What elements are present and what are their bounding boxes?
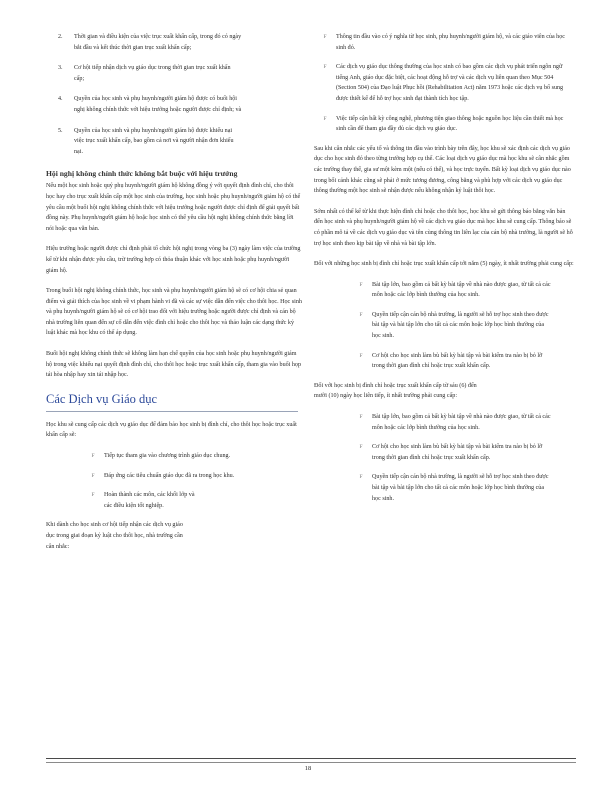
bullet-icon: F [323,34,327,40]
bullet-icon: F [359,281,363,288]
body-paragraph: Sớm nhất có thể kể từ khi thực hiện đình chỉ hoặc cho thôi học, học khu sẽ gửi thông báo bằng văn bản đến học sinh và phụ huynh/người giám hộ về các dịch vụ giáo dục mà học khu sẽ cung cấp. Thông báo sẽ có phần mô tả về các dịch vụ giáo dục và tên cùng thông tin liên lạc của cán bộ nhà trường, là người sẽ hỗ trợ học sinh theo kịp bài tập về nhà và bài tập lớn. [314,208,573,247]
list-item-text: Cơ hội cho học sinh làm bù bất kỳ bài tập và bài kiểm tra nào bị bỏ lỡ trong thời gian đình chỉ hoặc trục xuất khẩn cấp. [372,444,543,461]
body-paragraph: Hiệu trưởng hoặc người được chỉ định phải tổ chức hội nghị trong vòng ba (3) ngày làm việc của trường kể từ khi nhận được yêu cầu, trừ trường hợp có thỏa thuận khác với học sinh hoặc phụ huynh/người giám hộ. [46,246,301,274]
list-item [82,451,302,462]
body-paragraph: Sau khi cân nhắc các yếu tố và thông tin đầu vào trình bày trên đây, học khu sẽ xác định các dịch vụ giáo dục cho học sinh đó theo từng trường hợp cụ thể. Các loại dịch vụ giáo dục mà học khu sẽ cân nhắc gồm các trường thay thế, gia sư một kèm một (nếu có thể), và học trực tuyến. Bất kỳ loại dịch vụ giáo dục nào trong bối cảnh khác cũng sẽ phải ở mức tương đương, công bằng và phù hợp với các dịch vụ giáo dục thông thường một học sinh sẽ nhận được nếu không nhận kỷ luật thôi học. [314,145,571,195]
list-item-text: Quyền tiếp cận cán bộ nhà trường, là người sẽ hỗ trợ học sinh theo được bài tập và bài tập lớn cho tất cả các môn hoặc lớp học bình thường của học sinh. [372,311,549,340]
list-item-text: Việc tiếp cận bất kỳ công nghệ, phương tiện giao thông hoặc nguồn học liệu cần thiết mà học sinh cần để tham gia đầy đủ các dịch vụ giáo dục. [336,115,564,133]
body-paragraph: Đối với những học sinh bị đình chỉ hoặc trục xuất khẩn cấp tới năm (5) ngày, ít nhất trường phải cung cấp: [314,261,574,268]
numbered-item [58,94,302,115]
list-item [350,310,574,342]
bullet-icon: F [91,492,95,499]
closing-paragraph: Khi dành cho học sinh cơ hội tiếp nhận các dịch vụ giáo dục trong giai đoạn kỷ luật cho thôi học, nhà trường cần cân nhắc: [46,522,183,550]
body-paragraph: Nếu một học sinh hoặc quý phụ huynh/người giám hộ không đồng ý với quyết định đình chỉ, cho thôi học hay cho trục xuất khẩn cấp một học sinh của trường, học sinh hoặc phụ huynh/người giám hộ có thể yêu cầu một buổi hội nghị không chính thức với hiệu trưởng hoặc người được chỉ định để giải quyết bất đồng này. Phụ huynh/người giám hộ hoặc học sinh có thể yêu cầu hội nghị không chính thức bằng lời nói hoặc qua văn bản. [46,183,301,232]
list-item [350,351,574,372]
bullet-icon: F [359,474,363,481]
list-item-text: Đáp ứng các tiêu chuẩn giáo dục đã ra trong học khu. [104,472,235,479]
list-item [314,114,574,135]
list-item-text: Tiếp tục tham gia vào chương trình giáo dục chung. [104,453,231,460]
list-item [350,472,574,504]
list-item [314,62,574,104]
numbered-item [58,32,302,53]
numbered-item [58,63,302,84]
list-item-text: Bài tập lớn, bao gồm cả bất kỳ bài tập về nhà nào được giao, từ tất cả các môn hoặc các lớp bình thường của học sinh. [372,281,551,299]
bullet-icon: F [359,311,363,318]
body-paragraph: Đối với học sinh bị đình chỉ hoặc trục xuất khẩn cấp từ sáu (6) đến mười (10) ngày học liên tiếp, ít nhất trường phải cung cấp: [314,382,477,400]
item-text: Cơ hội tiếp nhận dịch vụ giáo dục trong thời gian trục xuất khẩn cấp; [74,65,231,82]
footer-rule [46,758,576,759]
list-item-text: Quyền tiếp cận cán bộ nhà trường, là người sẽ hỗ trợ học sinh theo được bài tập và bài tập lớn cho tất cả các môn hoặc lớp học bình thường của học sinh. [372,474,549,502]
right-column [314,32,574,513]
list-item [82,471,302,482]
section-heading: Các Dịch vụ Giáo dục [46,391,298,412]
list-item [314,32,574,53]
list-item-text: Thông tin đầu vào có ý nghĩa từ học sinh, phụ huynh/người giám hộ, và các giáo viên của học sinh đó. [336,34,565,51]
list-item [82,490,302,511]
item-number: 2. [58,34,63,40]
informal-conference-heading: Hội nghị không chính thức không bắt buộc với hiệu trưởng [46,169,238,179]
bullet-icon: F [323,115,327,122]
footer-rule [46,762,576,763]
item-number: 4. [58,96,63,103]
body-paragraph: Trong buổi hội nghị không chính thức, học sinh và phụ huynh/người giám hộ sẽ có cơ hội chia sẻ quan điểm và giải thích của học sinh về vi phạm hành vi đã và các sự việc dẫn đến việc cho thôi học. Học sinh và phụ huynh/người giám hộ sẽ có cơ hội trao đổi với hiệu trưởng hoặc người được chỉ định và cán bộ nhà trường liên quan đến sự cố dẫn đến việc đình chỉ hoặc cho thôi học và thảo luận các dạng thức kỷ luật khác mà học khu có thể áp dụng. [46,288,302,337]
bullet-icon: F [359,414,363,421]
list-item [350,280,574,301]
list-item-text: Cơ hội cho học sinh làm bù bất kỳ bài tập và bài kiểm tra nào bị bỏ lỡ trong thời gian đình chỉ hoặc trục xuất khẩn cấp. [372,352,543,370]
item-text: Quyền của học sinh và phụ huynh/người giám hộ được có buổi hội nghị không chính thức với hiệu trưởng hoặc người được chỉ định; và [74,96,242,113]
item-text: Thời gian và điều kiện của việc trục xuất khẩn cấp, trong đó có ngày bắt đầu và kết thúc thời gian trục xuất khẩn cấp; [74,34,242,51]
bullet-icon: F [359,444,363,451]
left-column [46,32,302,562]
item-number: 3. [58,65,63,72]
list-item-text: Bài tập lớn, bao gồm cả bất kỳ bài tập về nhà nào được giao, từ tất cả các môn hoặc các lớp bình thường của học sinh. [372,414,551,431]
list-item-text: Hoàn thành các môn, các khối lớp và các điều kiện tốt nghiệp. [104,492,195,509]
item-number: 5. [58,127,63,134]
section-intro: Học khu sẽ cung cấp các dịch vụ giáo dục để đảm bảo học sinh bị đình chỉ, cho thôi học hoặc trục xuất khẩn cấp sẽ: [46,421,297,439]
list-item [350,442,574,463]
item-text: Quyền của học sinh và phụ huynh/người giám hộ được khiếu nại việc trục xuất khẩn cấp, bao gồm cả nơi và người nhận đơn khiếu nại. [74,127,234,155]
body-paragraph: Buổi hội nghị không chính thức sẽ không làm hạn chế quyền của học sinh hoặc phụ huynh/người giám hộ trong việc khiếu nại quyết định đình chỉ, cho thôi học hoặc trục xuất khẩn cấp, tham gia vào buổi họp tái hòa nhập hay xin tái nhập học. [46,351,302,379]
bullet-icon: F [91,453,95,460]
bullet-icon: F [91,472,95,479]
numbered-item [58,126,302,158]
list-item-text: Các dịch vụ giáo dục thông thường của học sinh có bao gồm các dịch vụ phát triển ngôn ngữ tiếng Anh, giáo dục đặc biệt, các hoạt động hỗ trợ và các dịch vụ liên quan theo Mục 504 (Section 504) của Đạo luật Phục hồi (Rehabilitation Act) năm 1973 hoặc các dịch vụ bổ sung được thiết kế để hỗ trợ học sinh đạt thành tích học tập. [336,64,564,102]
bullet-icon: F [359,352,363,359]
bullet-icon: F [323,64,327,71]
list-item [350,412,574,433]
page-number: 18 [304,765,312,772]
